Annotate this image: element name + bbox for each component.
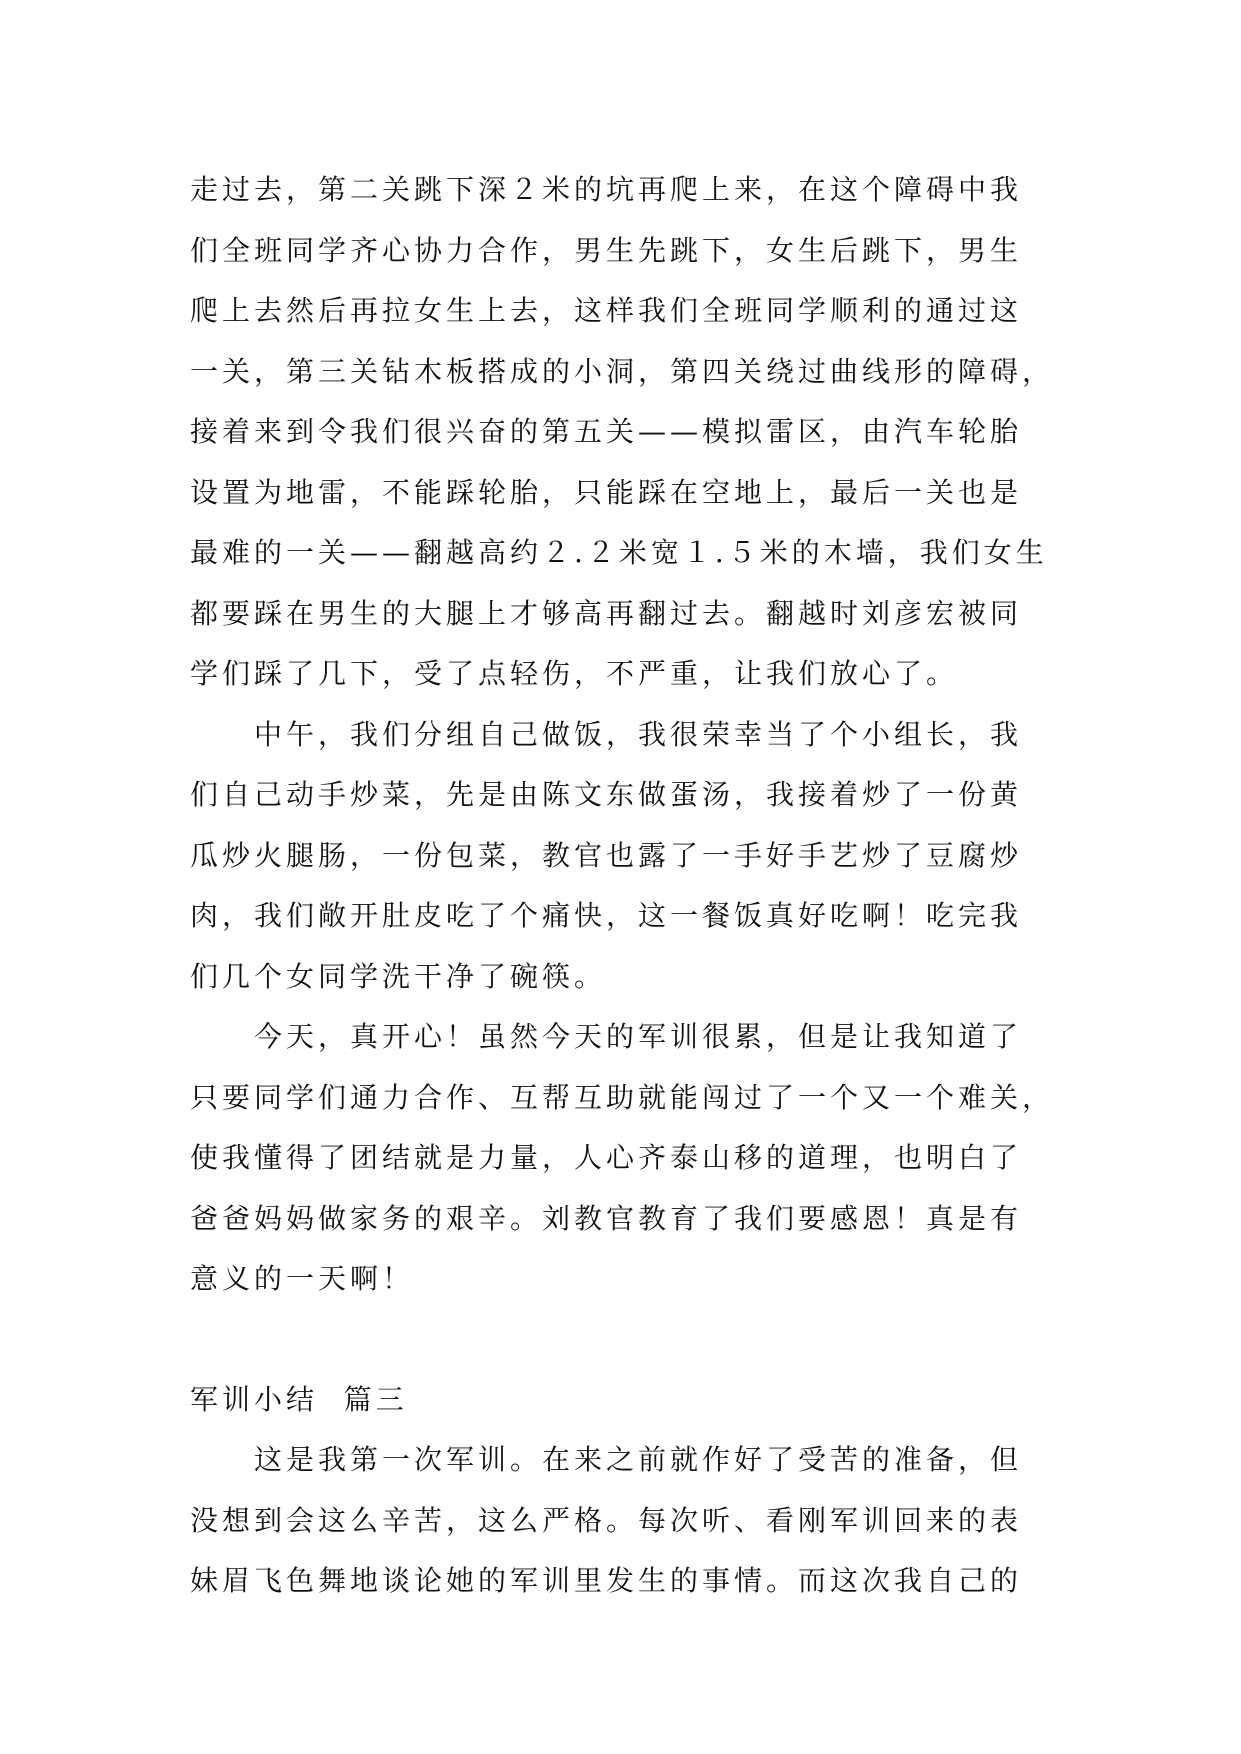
text-line: 瓜炒火腿肠，一份包菜，教官也露了一手好手艺炒了豆腐炒: [190, 838, 1023, 872]
text-line: 设置为地雷，不能踩轮胎，只能踩在空地上，最后一关也是: [190, 475, 1023, 509]
text-line: 最难的一关——翻越高约２.２米宽１.５米的木墙，我们女生: [190, 536, 1048, 569]
section-spacer: [190, 1310, 1056, 1370]
text-line: 们自己动手炒菜，先是由陈文东做蛋汤，我接着炒了一份黄: [190, 778, 1023, 811]
text-line: 走过去，第二关跳下深２米的坑再爬上来，在这个障碍中我: [190, 173, 1023, 206]
text-line: 这是我第一次军训。在来之前就作好了受苦的准备，但: [190, 1443, 1023, 1476]
paragraph-first-training: [190, 1430, 1056, 1612]
paragraph-obstacle-course: [190, 160, 1056, 705]
paragraph-reflection: [190, 1007, 1056, 1310]
text-line: 中午，我们分组自己做饭，我很荣幸当了个小组长，我: [190, 717, 1023, 751]
document-body: [190, 160, 1056, 1612]
text-line: 只要同学们通力合作、互帮互助就能闯过了一个又一个难关，: [190, 1080, 1055, 1114]
text-line: 妹眉飞色舞地谈论她的军训里发生的事情。而这次我自己的: [190, 1564, 1023, 1597]
paragraph-lunch: [190, 705, 1056, 1008]
text-line: 没想到会这么辛苦，这么严格。每次听、看刚军训回来的表: [190, 1503, 1023, 1537]
text-line: 都要踩在男生的大腿上才够高再翻过去。翻越时刘彦宏被同: [190, 596, 1023, 630]
text-line: 今天，真开心！虽然今天的军训很累，但是让我知道了: [190, 1020, 1023, 1053]
text-line: 们全班同学齐心协力合作，男生先跳下，女生后跳下，男生: [190, 233, 1023, 267]
text-line: 接着来到令我们很兴奋的第五关——模拟雷区，由汽车轮胎: [190, 415, 1023, 448]
text-line: 爸爸妈妈做家务的艰辛。刘教官教育了我们要感恩！真是有: [190, 1201, 1023, 1235]
text-line: 肉，我们敞开肚皮吃了个痛快，这一餐饭真好吃啊！吃完我: [190, 899, 1023, 932]
text-line: 使我懂得了团结就是力量，人心齐泰山移的道理，也明白了: [190, 1141, 1023, 1174]
text-line: 一关，第三关钻木板搭成的小洞，第四关绕过曲线形的障碍，: [190, 354, 1055, 388]
section-heading: 军训小结 篇三: [190, 1382, 408, 1416]
text-line: 意义的一天啊！: [190, 1262, 415, 1295]
text-line: 学们踩了几下，受了点轻伤，不严重，让我们放心了。: [190, 657, 959, 690]
text-line: 们几个女同学洗干净了碗筷。: [190, 959, 607, 993]
text-line: 爬上去然后再拉女生上去，这样我们全班同学顺利的通过这: [190, 294, 1023, 327]
